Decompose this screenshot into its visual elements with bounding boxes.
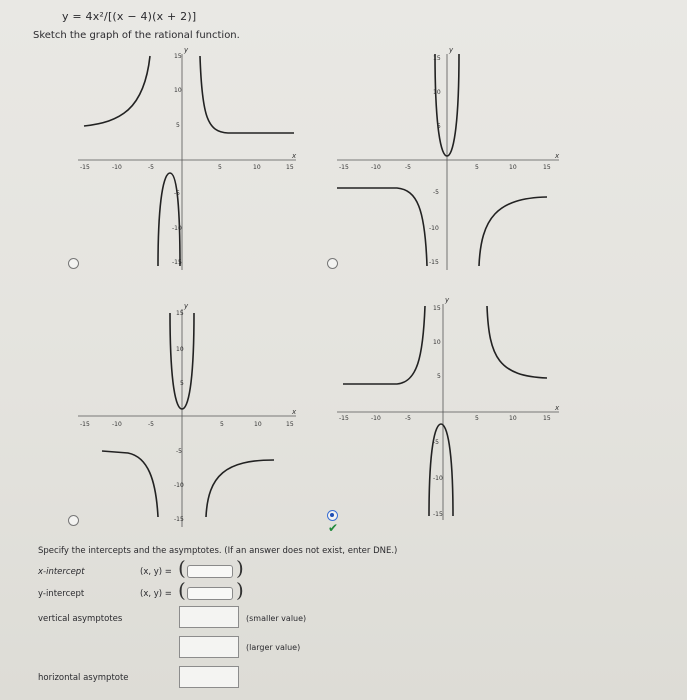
x-intercept-input[interactable]: [187, 565, 233, 578]
graph-b-y-label: y: [449, 46, 454, 54]
graph-a-tick-y-5: 5: [176, 122, 180, 129]
answer-instruction: Specify the intercepts and the asymptotes. (If an answer does not exist, enter DNE.): [38, 546, 398, 556]
graph-a-tick-x-5: 5: [218, 164, 222, 171]
y-intercept-label: y-intercept: [38, 589, 85, 599]
graph-c-tick-x-10: 10: [254, 421, 262, 428]
vertical-asymptote-smaller-input[interactable]: [179, 606, 239, 628]
graph-d-tick-y-5: 5: [437, 373, 441, 380]
graph-b-tick-x-5: 5: [475, 164, 479, 171]
smaller-value-hint: (smaller value): [246, 614, 307, 623]
correct-check-icon: ✔: [328, 521, 339, 535]
graph-a-tick-x-10: 10: [253, 164, 261, 171]
graph-c-tick-y-15: 15: [176, 310, 184, 317]
graph-c-tick-y-neg5: -5: [176, 448, 182, 455]
graph-c-y-label: y: [184, 302, 189, 310]
vertical-asymptote-larger-input[interactable]: [179, 636, 239, 658]
graph-b-tick-y-neg10: -10: [429, 225, 439, 232]
y-intercept-input[interactable]: [187, 587, 233, 600]
radio-option-d[interactable]: [327, 510, 338, 521]
x-intercept-open-paren: (: [178, 556, 186, 580]
graph-b-tick-y-neg5: -5: [433, 189, 439, 196]
graph-d-tick-x-neg15: -15: [339, 415, 349, 422]
horizontal-asymptote-input[interactable]: [179, 666, 239, 688]
graph-d-x-label: x: [555, 404, 560, 412]
graph-b-tick-y-15: 15: [433, 55, 441, 62]
graph-a-tick-y-10: 10: [174, 87, 182, 94]
graph-c-tick-y-5: 5: [180, 380, 184, 387]
graph-c-tick-x-neg5: -5: [148, 421, 154, 428]
graph-b-tick-y-10: 10: [433, 89, 441, 96]
question-instruction: Sketch the graph of the rational function.: [33, 30, 240, 41]
graph-a-tick-y-neg15: -15: [172, 259, 182, 266]
graph-option-d: [337, 298, 562, 520]
graph-d-tick-y-neg10: -10: [433, 475, 443, 482]
graph-d-curves: [343, 306, 547, 516]
y-intercept-open-paren: (: [178, 578, 186, 602]
x-intercept-label: x-intercept: [38, 567, 85, 577]
graph-c-axes: [78, 309, 296, 527]
graph-b-tick-x-15: 15: [543, 164, 551, 171]
horizontal-asymptote-label: horizontal asymptote: [38, 673, 129, 683]
graph-a-tick-y-neg10: -10: [172, 225, 182, 232]
graph-a-curves: [84, 56, 294, 266]
graph-d-tick-y-10: 10: [433, 339, 441, 346]
graph-a-tick-x-neg10: -10: [112, 164, 122, 171]
graph-d-tick-x-neg10: -10: [371, 415, 381, 422]
graph-a-tick-x-15: 15: [286, 164, 294, 171]
graph-d-tick-y-neg15: -15: [433, 511, 443, 518]
graph-b-axes: [337, 54, 559, 270]
graph-b-tick-x-neg5: -5: [405, 164, 411, 171]
graph-d-y-label: y: [445, 296, 450, 304]
graph-d-tick-x-5: 5: [475, 415, 479, 422]
y-intercept-xy-label: (x, y) =: [140, 589, 172, 599]
graph-c-tick-x-15: 15: [286, 421, 294, 428]
graph-d-tick-x-10: 10: [509, 415, 517, 422]
vertical-asymptotes-label: vertical asymptotes: [38, 614, 123, 624]
graph-d-tick-x-15: 15: [543, 415, 551, 422]
graph-a-tick-x-neg15: -15: [80, 164, 90, 171]
graph-d-tick-y-neg5: -5: [433, 439, 439, 446]
graph-b-tick-x-10: 10: [509, 164, 517, 171]
graph-b-tick-y-5: 5: [437, 123, 441, 130]
radio-option-a[interactable]: [68, 258, 79, 269]
graph-option-b: [337, 48, 562, 270]
graph-b-tick-x-neg15: -15: [339, 164, 349, 171]
y-intercept-answer-group: [178, 578, 248, 604]
y-intercept-close-paren: ): [236, 578, 244, 602]
graph-c-tick-x-neg15: -15: [80, 421, 90, 428]
x-intercept-xy-label: (x, y) =: [140, 567, 172, 577]
graph-c-curves: [102, 313, 274, 517]
rational-function-equation: y = 4x²/[(x − 4)(x + 2)]: [62, 10, 197, 23]
graph-option-a: [78, 48, 298, 270]
graph-a-tick-y-neg5: -5: [174, 190, 180, 197]
graph-a-tick-x-neg5: -5: [148, 164, 154, 171]
graph-b-tick-y-neg15: -15: [429, 259, 439, 266]
graph-c-tick-y-neg15: -15: [174, 516, 184, 523]
graph-a-axes: [78, 54, 296, 270]
graph-c-tick-y-neg10: -10: [174, 482, 184, 489]
graph-a-x-label: x: [292, 152, 297, 160]
graph-d-tick-y-15: 15: [433, 305, 441, 312]
graph-d-tick-x-neg5: -5: [405, 415, 411, 422]
graph-c-x-label: x: [292, 408, 297, 416]
graph-option-c: [78, 302, 298, 527]
graph-c-tick-x-5: 5: [220, 421, 224, 428]
graph-c-tick-x-neg10: -10: [112, 421, 122, 428]
larger-value-hint: (larger value): [246, 643, 301, 652]
graph-c-tick-y-10: 10: [176, 346, 184, 353]
radio-option-b[interactable]: [327, 258, 338, 269]
radio-option-c[interactable]: [68, 515, 79, 526]
graph-a-y-label: y: [184, 46, 189, 54]
graph-a-tick-y-15: 15: [174, 53, 182, 60]
x-intercept-close-paren: ): [236, 556, 244, 580]
graph-b-tick-x-neg10: -10: [371, 164, 381, 171]
graph-d-axes: [337, 304, 559, 520]
graph-b-x-label: x: [555, 152, 560, 160]
